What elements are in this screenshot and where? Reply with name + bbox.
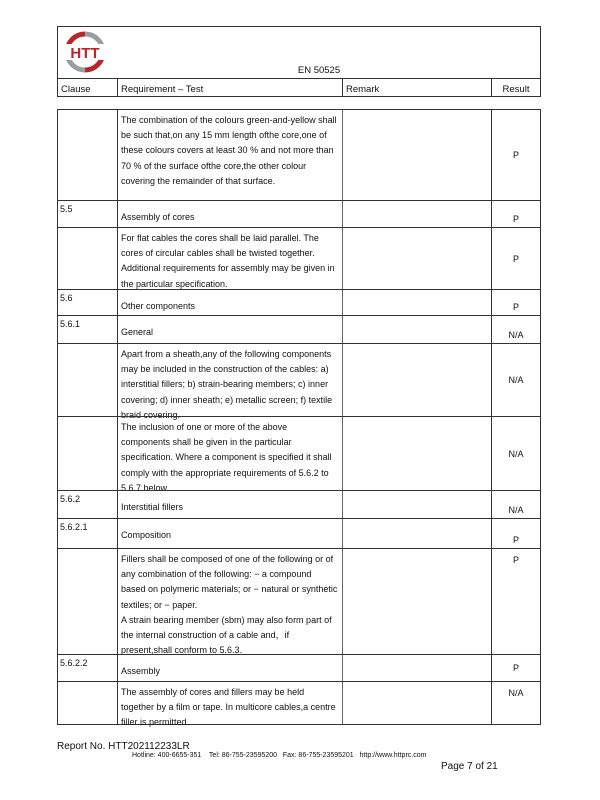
requirement-cell: Interstitial fillers [117, 491, 342, 518]
clause-cell [58, 344, 117, 416]
requirement-cell: Assembly of cores [117, 201, 342, 227]
result-cell [491, 549, 540, 654]
requirement-cell: The inclusion of one or more of the above components shall be given in the particular specification. Where a component is specified it shall comply with the appropriate requirements of 5.6.2 to 5.6.7 below. [117, 417, 342, 490]
requirement-cell: Assembly [117, 655, 342, 681]
result-value: N/A [508, 448, 524, 459]
clause-cell: 5.5 [60, 204, 73, 214]
table-row [58, 227, 540, 289]
remark-cell [342, 110, 491, 200]
result-value: P [512, 253, 519, 264]
remark-cell [342, 417, 491, 490]
remark-cell [342, 655, 491, 681]
table-row [58, 416, 540, 493]
result-cell [491, 682, 540, 724]
remark-cell [342, 228, 491, 289]
clause-cell [58, 549, 117, 654]
requirement-cell: For flat cables the cores shall be laid parallel. The cores of circular cables shall be twisted together. Additional requirements for assembly may be given in the particular specification. [117, 228, 342, 289]
result-cell [491, 290, 540, 315]
col-clause: Clause [61, 84, 91, 95]
page-header [57, 26, 541, 97]
result-value: P [512, 663, 519, 673]
report-number: Report No. HTT202112233LR [57, 741, 190, 752]
clause-cell [58, 228, 117, 289]
result-cell [491, 344, 540, 416]
clause-cell: 5.6 [60, 293, 73, 303]
table-row [58, 654, 540, 681]
table-row [58, 289, 540, 315]
remark-cell [342, 682, 491, 724]
table-row [58, 548, 540, 654]
clause-cell [58, 682, 117, 724]
result-cell [491, 519, 540, 548]
remark-cell [342, 549, 491, 654]
result-value: N/A [508, 375, 524, 385]
remark-cell [342, 344, 491, 416]
table-row [58, 681, 540, 728]
table-row [58, 490, 540, 518]
result-cell [491, 491, 540, 518]
remark-cell [342, 290, 491, 315]
requirement-cell: The assembly of cores and fillers may be held together by a film or tape. In multicore cables,a centre filler is permitted. [117, 682, 342, 724]
result-value: N/A [508, 505, 524, 515]
result-cell [491, 316, 540, 343]
clause-cell [58, 110, 117, 200]
page-number: Page 7 of 21 [441, 761, 498, 772]
clause-cell [58, 417, 117, 490]
result-cell [491, 110, 540, 200]
requirement-cell: Apart from a sheath,any of the following components may be included in the construction of the cables: a) interstitial fillers; b) strain-bearing members; c) inner covering; d) inner sheath; e) metallic screen; f) textile braid covering. [117, 344, 342, 416]
result-value: P [512, 535, 519, 545]
remark-cell [342, 201, 491, 227]
contact-info: Hotline: 400-6655-351 Tel: 86-755-23595200 Fax: 86-755-23595201 http://www.httprc.com [132, 752, 427, 759]
column-headers [58, 78, 540, 96]
col-remark: Remark [342, 78, 491, 96]
result-cell [491, 201, 540, 227]
col-requirement: Requirement – Test [117, 78, 342, 96]
table-row [58, 315, 540, 343]
requirements-table [57, 109, 541, 728]
clause-cell: 5.6.2.1 [60, 522, 88, 532]
clause-cell: 5.6.2.2 [60, 658, 88, 668]
result-cell [491, 228, 540, 289]
table-row [58, 200, 540, 227]
remark-cell [342, 491, 491, 518]
result-cell [491, 655, 540, 681]
result-value: P [512, 302, 519, 312]
requirement-cell: General [117, 316, 342, 343]
col-result: Result [491, 78, 540, 96]
result-cell [491, 417, 540, 490]
table-row [58, 518, 540, 548]
result-value: N/A [508, 688, 524, 698]
svg-text:HTT: HTT [70, 45, 100, 62]
remark-cell [342, 316, 491, 343]
requirement-cell: The combination of the colours green-and-yellow shall be such that,on any 15 mm length ofthe core,one of these colours covers at least 30 % and not more than 70 % of the surface ofthe core,the other colour covering the remainder of that surface. [117, 110, 342, 200]
standard-title: EN 50525 [297, 65, 341, 76]
remark-cell [342, 519, 491, 548]
clause-cell: 5.6.2 [60, 494, 81, 504]
result-value: P [512, 150, 519, 160]
result-value: N/A [508, 330, 524, 340]
result-value: P [512, 555, 519, 565]
table-row [58, 110, 540, 200]
clause-cell: 5.6.1 [60, 319, 81, 329]
header-top [58, 27, 540, 79]
table-row [58, 343, 540, 420]
result-value: P [512, 214, 519, 224]
requirement-cell: Other components [117, 290, 342, 315]
requirement-cell: Composition [117, 519, 342, 548]
requirement-cell: Fillers shall be composed of one of the following or of any combination of the following: − a compound based on polymeric materials; or − natural or synthetic textiles; or − paper. A strain bearing member (sbm) may also form part of the internal construction of a cable and，if present,shall conform to 5.6.3. [117, 549, 342, 654]
